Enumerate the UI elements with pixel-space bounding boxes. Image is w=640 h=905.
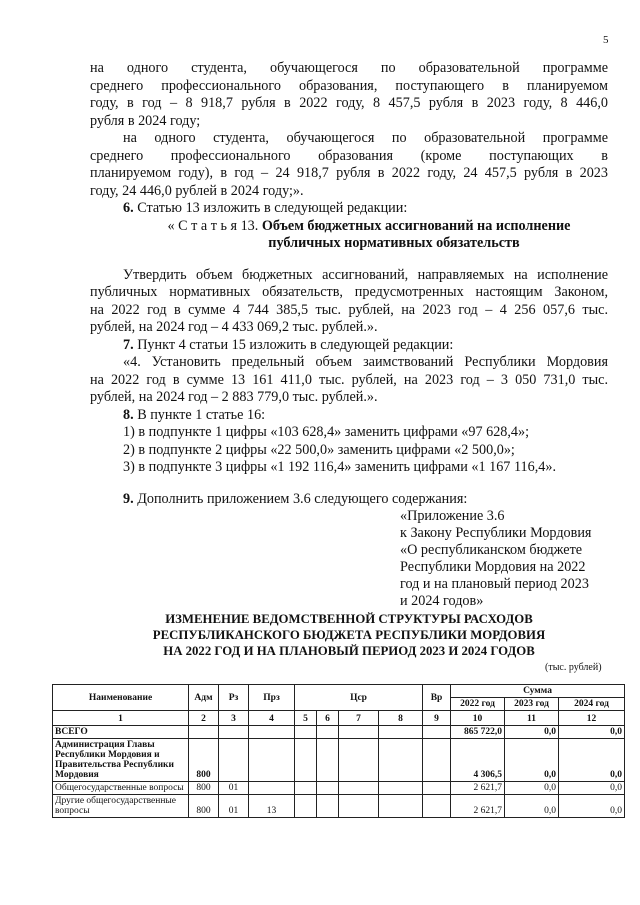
col-prz-header: Прз <box>249 685 295 711</box>
title-line: НА 2022 ГОД И НА ПЛАНОВЫЙ ПЕРИОД 2023 И 2024 ГОДОВ <box>163 644 535 658</box>
row-prz: 13 <box>249 795 295 818</box>
index-cell: 4 <box>249 711 295 726</box>
title-line: ИЗМЕНЕНИЕ ВЕДОМСТВЕННОЙ СТРУКТУРЫ РАСХОДОВ <box>165 612 533 626</box>
item-8-text: В пункте 1 статье 16: <box>133 406 266 423</box>
index-cell: 9 <box>423 711 451 726</box>
index-cell: 12 <box>559 711 625 726</box>
row-2024: 0,0 <box>559 795 625 818</box>
index-cell: 10 <box>451 711 505 726</box>
row-2022: 4 306,5 <box>451 739 505 782</box>
row-prz <box>249 739 295 782</box>
appendix-line: к Закону Республики Мордовия <box>400 525 592 541</box>
p3-line: публичных нормативных обязательств, предусмотренных настоящим Законом, <box>90 284 608 300</box>
table-row <box>53 782 625 795</box>
col-sum-header: Сумма <box>451 685 625 698</box>
p1-line: году, в год – 8 918,7 рубля в 2022 году, 8 457,5 рубля в 2023 году, 8 446,0 <box>90 95 608 111</box>
p2-line: планируемом году), в год – 24 918,7 рубля в 2022 году, 24 457,5 рубля в 2023 <box>90 165 608 181</box>
p1-line: среднего профессионального образования, поступающего в планируемом <box>90 77 608 94</box>
p3-line: на 2022 год в сумме 4 744 385,5 тыс. рублей, на 2023 год – 4 256 057,6 тыс. <box>90 301 608 318</box>
row-2024: 0,0 <box>559 782 625 795</box>
row-2024: 0,0 <box>559 726 625 739</box>
p4-line: «4. Установить предельный объем заимствований Республики Мордовия <box>123 354 608 370</box>
table-row <box>53 726 625 739</box>
row-rz: 01 <box>219 795 249 818</box>
row-2022: 865 722,0 <box>451 726 505 739</box>
row-vr <box>423 726 451 739</box>
table-title <box>90 611 608 659</box>
row-2023: 0,0 <box>505 782 559 795</box>
row-2023: 0,0 <box>505 726 559 739</box>
col-name-header: Наименование <box>53 685 189 711</box>
index-row <box>53 711 625 726</box>
unit-label: (тыс. рублей) <box>545 662 602 673</box>
appendix-line: год и на плановый период 2023 <box>400 576 589 592</box>
table-row <box>53 795 625 818</box>
row-name: Общегосударственные вопросы <box>53 782 189 795</box>
subitem-1: 1) в подпункте 1 цифры «103 628,4» заменить цифрами «97 628,4»; <box>123 424 530 440</box>
row-name: Администрация Главы Республики Мордовия и Правительства Республики Мордовия <box>53 739 189 782</box>
article-13-heading <box>90 218 608 236</box>
budget-table <box>52 684 625 818</box>
row-rz: 01 <box>219 782 249 795</box>
appendix-line: «Приложение 3.6 <box>400 508 505 524</box>
p3-line: рублей, на 2024 год – 4 433 069,2 тыс. рублей.». <box>90 319 378 335</box>
row-name: ВСЕГО <box>53 726 189 739</box>
index-cell: 1 <box>53 711 189 726</box>
col-adm-header: Адм <box>189 685 219 711</box>
row-vr <box>423 782 451 795</box>
article-13-prefix: « С т а т ь я 13. <box>167 217 262 234</box>
item-9 <box>90 491 608 509</box>
item-6-number: 6. <box>123 200 134 216</box>
item-8-number: 8. <box>123 406 134 423</box>
index-cell: 3 <box>219 711 249 726</box>
body-text <box>90 60 608 610</box>
index-cell: 11 <box>505 711 559 726</box>
subitem-3: 3) в подпункте 3 цифры «1 192 116,4» заменить цифрами «1 167 116,4». <box>123 459 556 475</box>
col-csr-header: Цср <box>295 685 423 711</box>
item-9-number: 9. <box>123 490 134 507</box>
row-2022: 2 621,7 <box>451 795 505 818</box>
article-13-title-2: публичных нормативных обязательств <box>268 235 520 251</box>
index-cell: 6 <box>317 711 339 726</box>
row-rz <box>219 726 249 739</box>
row-rz <box>219 739 249 782</box>
row-adm: 800 <box>189 795 219 818</box>
appendix-line: и 2024 годов» <box>400 593 484 609</box>
item-7-text: Пункт 4 статьи 15 изложить в следующей редакции: <box>133 336 454 353</box>
col-2023-header: 2023 год <box>505 698 559 711</box>
item-9-text: Дополнить приложением 3.6 следующего содержания: <box>133 490 468 507</box>
article-13-title-1: Объем бюджетных ассигнований на исполнение <box>261 217 571 234</box>
page-number: 5 <box>603 34 609 46</box>
p3-line: Утвердить объем бюджетных ассигнований, направляемых на исполнение <box>123 266 608 283</box>
p4-line: рублей, на 2024 год – 2 883 779,0 тыс. рублей.». <box>90 389 378 405</box>
p4-line: на 2022 год в сумме 13 161 411,0 тыс. рублей, на 2023 год – 3 050 731,0 тыс. <box>90 371 608 388</box>
row-2022: 2 621,7 <box>451 782 505 795</box>
index-cell: 5 <box>295 711 317 726</box>
col-2022-header: 2022 год <box>451 698 505 711</box>
item-7-number: 7. <box>123 336 134 353</box>
col-rz-header: Рз <box>219 685 249 711</box>
subitem-2: 2) в подпункте 2 цифры «22 500,0» заменить цифрами «2 500,0»; <box>123 441 515 458</box>
row-2023: 0,0 <box>505 795 559 818</box>
appendix-line: Республики Мордовия на 2022 <box>400 559 586 575</box>
p2-line: году, 24 446,0 рублей в 2024 году;». <box>90 182 304 199</box>
p1-line: на одного студента, обучающегося по образовательной программе <box>90 60 608 76</box>
row-adm <box>189 726 219 739</box>
row-adm: 800 <box>189 739 219 782</box>
col-2024-header: 2024 год <box>559 698 625 711</box>
p1-line: рубля в 2024 году; <box>90 112 201 129</box>
row-2024: 0,0 <box>559 739 625 782</box>
appendix-reference <box>400 508 608 610</box>
table-row <box>53 739 625 782</box>
col-vr-header: Вр <box>423 685 451 711</box>
title-line: РЕСПУБЛИКАНСКОГО БЮДЖЕТА РЕСПУБЛИКИ МОРДОВИЯ <box>152 628 546 642</box>
row-2023: 0,0 <box>505 739 559 782</box>
appendix-line: «О республиканском бюджете <box>400 542 583 558</box>
row-prz <box>249 782 295 795</box>
row-adm: 800 <box>189 782 219 795</box>
row-vr <box>423 795 451 818</box>
item-6-text: Статью 13 изложить в следующей редакции: <box>133 200 408 216</box>
p2-line: на одного студента, обучающегося по образовательной программе <box>123 130 608 146</box>
index-cell: 2 <box>189 711 219 726</box>
item-7 <box>90 337 608 355</box>
row-name: Другие общегосударственные вопросы <box>53 795 189 818</box>
item-6 <box>90 200 608 218</box>
row-prz <box>249 726 295 739</box>
index-cell: 8 <box>379 711 423 726</box>
header-row <box>53 685 625 698</box>
index-cell: 7 <box>339 711 379 726</box>
row-vr <box>423 739 451 782</box>
item-8 <box>90 407 608 425</box>
p2-line: среднего профессионального образования (кроме поступающих в <box>90 147 608 164</box>
